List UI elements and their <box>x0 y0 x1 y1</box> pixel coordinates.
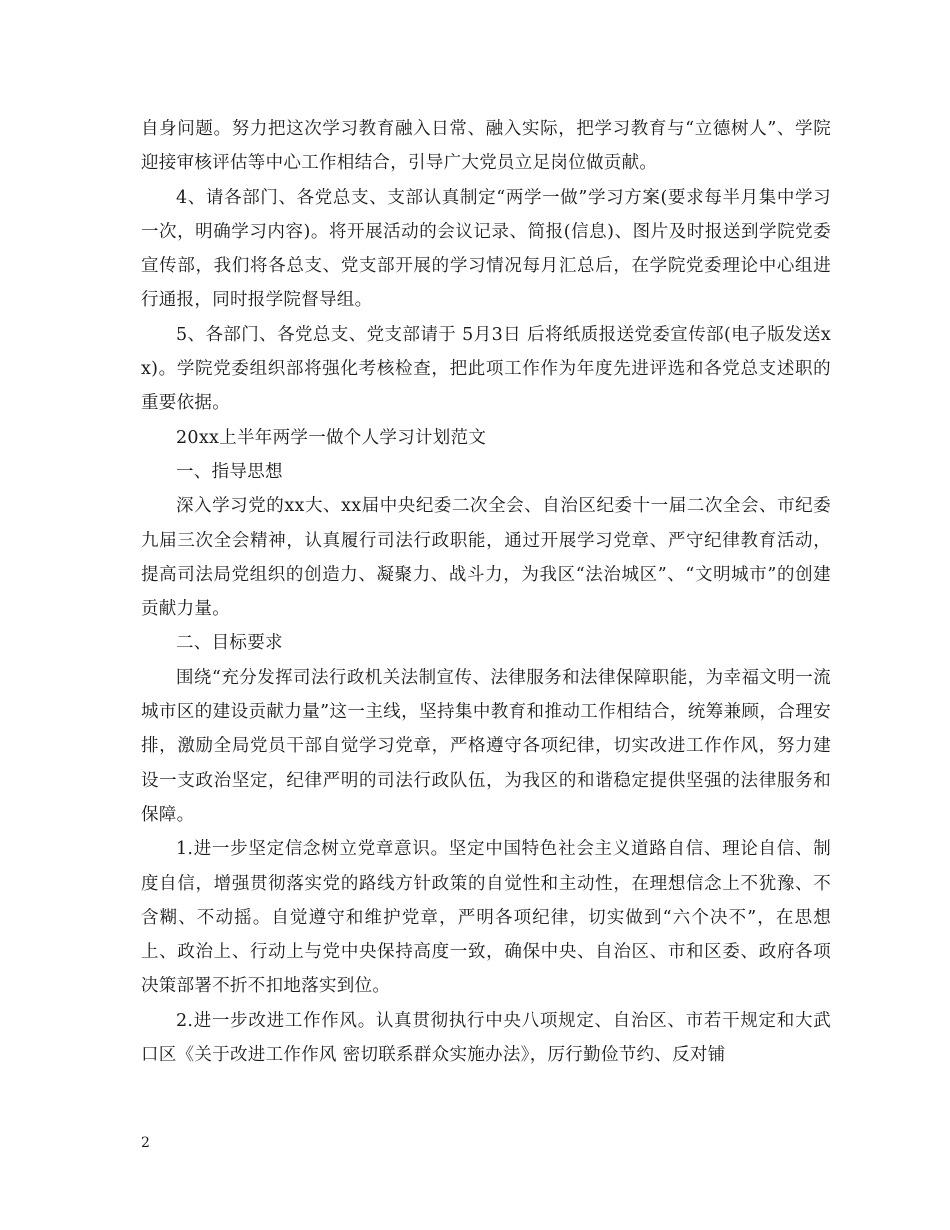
paragraph-3: 5、各部门、各党总支、党支部请于 5月3日 后将纸质报送党委宣传部(电子版发送xx)。学院党委组织部将强化考核检查，把此项工作作为年度先进评选和各党总支述职的重要依据。 <box>141 324 831 414</box>
section-title: 20xx上半年两学一做个人学习计划范文 <box>176 427 487 448</box>
paragraph-10: 2.进一步改进工作作风。认真贯彻执行中央八项规定、自治区、市若干规定和大武口区《关于改进工作作风 密切联系群众实施办法》，厉行勤俭节约、反对铺 <box>141 1010 831 1066</box>
paragraph-6: 深入学习党的xx大、xx届中央纪委二次全会、自治区纪委十一届二次全会、市纪委九届三次全会精神，认真履行司法行政职能，通过开展学习党章、严守纪律教育活动，提高司法局党组织的创造力、凝聚力、战斗力，为我区“法治城区”、“文明城市”的创建贡献力量。 <box>141 496 831 620</box>
paragraph-2: 4、请各部门、各党总支、支部认真制定“两学一做”学习方案(要求每半月集中学习一次，明确学习内容)。将开展活动的会议记录、简报(信息)、图片及时报送到学院党委宣传部，我们将各总支、党支部开展的学习情况每月汇总后，在学院党委理论中心组进行通报，同时报学院督导组。 <box>141 187 831 311</box>
paragraph-1: 自身问题。努力把这次学习教育融入日常、融入实际，把学习教育与“立德树人”、学院迎接审核评估等中心工作相结合，引导广大党员立足岗位做贡献。 <box>141 119 831 174</box>
page-number: 2 <box>141 1135 150 1151</box>
heading-guiding-ideology: 一、指导思想 <box>176 461 283 482</box>
heading-goals: 二、目标要求 <box>176 633 283 654</box>
document-body <box>141 112 831 1072</box>
paragraph-8: 围绕“充分发挥司法行政机关法制宣传、法律服务和法律保障职能，为幸福文明一流城市区的建设贡献力量”这一主线，坚持集中教育和推动工作相结合，统筹兼顾，合理安排，激励全局党员干部自觉学习党章，严格遵守各项纪律，切实改进工作作风，努力建设一支政治坚定，纪律严明的司法行政队伍，为我区的和谐稳定提供坚强的法律服务和保障。 <box>141 667 831 825</box>
paragraph-9: 1.进一步坚定信念树立党章意识。坚定中国特色社会主义道路自信、理论自信、制度自信，增强贯彻落实党的路线方针政策的自觉性和主动性，在理想信念上不犹豫、不含糊、不动摇。自觉遵守和维护党章，严明各项纪律，切实做到“六个决不”，在思想上、政治上、行动上与党中央保持高度一致，确保中央、自治区、市和区委、政府各项决策部署不折不扣地落实到位。 <box>141 839 831 997</box>
